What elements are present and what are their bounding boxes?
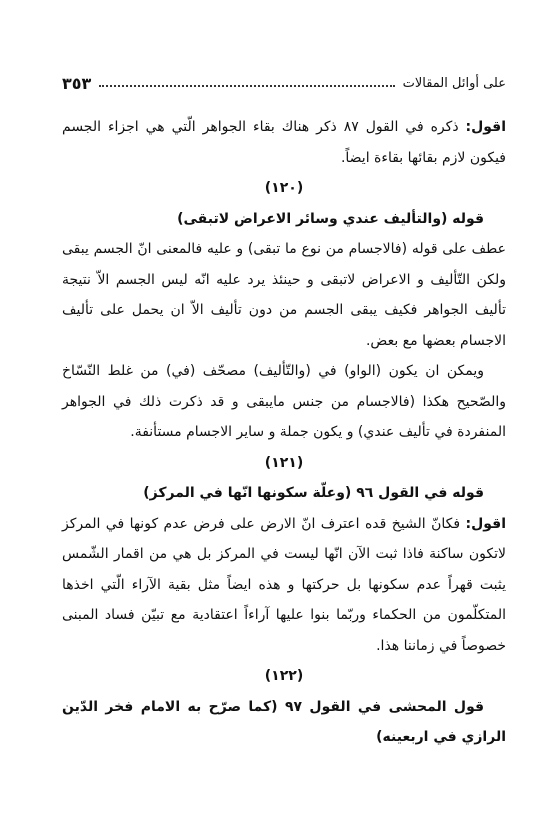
quote-heading-text: قوله (والتأليف عندي وسائر الاعراض لاتبقى) [177, 210, 484, 227]
paragraph-text: عطف على قوله (فالاجسام من نوع ما تبقى) و عليه فالمعنى انّ الجسم يبقى ولكن التّأليف و الاعراض لاتبقى و حينئذ يرد عليه انّه ليس الجسم الاّ نتيجة تأليف الجواهر فكيف يبقى الجسم من دون تأليف الاّ ان يحمل على تأليف الاجسام بعضها مع بعض. [62, 241, 506, 349]
page-number: ٣٥٣ [62, 73, 92, 93]
quote-heading-text: قول المحشى في القول ٩٧ (كما صرّح به الامام فخر الدّين الرازي في اربعينه) [62, 698, 506, 745]
section-number: (١٢٢) [264, 668, 304, 684]
quote-heading [62, 204, 506, 235]
section-number-122 [62, 661, 506, 692]
running-title: على أوائل المقالات [402, 75, 506, 91]
paragraph-explanation [62, 234, 506, 356]
paragraph-text: فكانّ الشيخ قده اعترف انّ الارض على فرض عدم كونها في المركز لاتكون ساكنة فاذا ثبت الآن انّها ليست في المركز بل هي من اقمار الشّمس يثبت قهراً عدم سكونها بل حركتها و هذه ايضاً مثل بقية الآراء الّتي اخذها المتكلّمون من الحكماء وربّما بنوا عليها آراءاً اعتقادية مع تبيّن فساد المبنى خصوصاً في زماننا هذا. [62, 515, 506, 654]
page-header [62, 70, 506, 96]
paragraph-lead: اقول: [465, 119, 506, 135]
paragraph-text: ذكره في القول ٨٧ ذكر هناك بقاء الجواهر الّتي هي اجزاء الجسم فيكون لازم بقائها بقاءة ايضاً. [62, 119, 506, 166]
dotted-leader [99, 85, 394, 87]
paragraph-text: ويمكن ان يكون (الواو) في (والتّأليف) مصحّف (في) من غلط النّسّاخ والصّحيح هكذا (فالاجسام من جنس مايبقى و قد ذكرت ذلك في الجواهر المنفردة في تأليف عندي) و يكون جملة و ساير الاجسام مستأنفة. [62, 363, 506, 440]
paragraph-commentary-1 [62, 112, 506, 173]
paragraph-alternative [62, 356, 506, 448]
quote-heading [62, 478, 506, 509]
quote-heading [62, 692, 506, 753]
section-number: (١٢١) [264, 454, 304, 471]
section-number-120 [62, 173, 506, 204]
quote-heading-text: قوله في القول ٩٦ (وعلّة سكونها انّها في المركز) [143, 485, 484, 501]
section-number-121 [62, 448, 506, 479]
paragraph-lead: اقول: [465, 515, 506, 532]
paragraph-commentary-2 [62, 509, 506, 662]
page-body [62, 112, 506, 753]
section-number: (١٢٠) [264, 180, 304, 196]
